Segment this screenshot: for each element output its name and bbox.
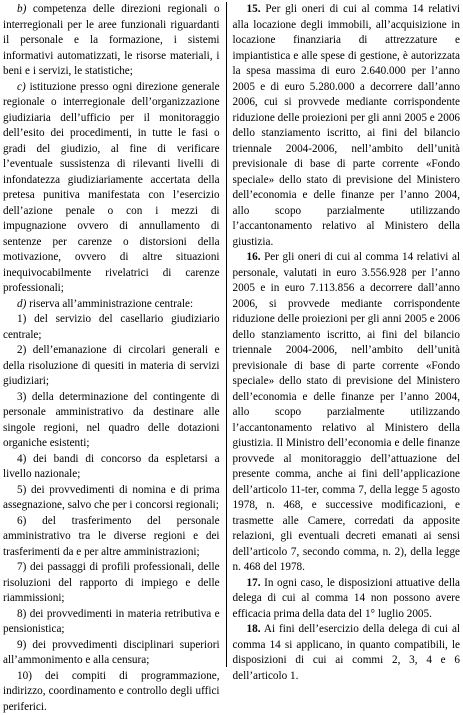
letter-b: b) [17,3,26,15]
list-item: 7) dei passaggi di profili professionali, delle risoluzioni del rapporto di impiego e delle riammissioni; [3,560,220,607]
paragraph-d [3,297,220,313]
column-divider [226,2,227,667]
paragraph-c [3,80,220,297]
text-b: competenza delle direzioni regionali o interregionali per le aree funzionali riguardanti il personale e la formazione, i sistemi informativi automatizzati, le risorse materiali, i beni e i servizi, le statistiche; [3,3,220,77]
text-c: istituzione presso ogni direzione generale regionale o interregionale dell’organizzazione giudiziaria dell’ufficio per il monitoraggio dell’esito dei procedimenti, in tutte le fasi o gradi del giudizio, al fine di verificare l’eventuale sussistenza di rilevanti livelli di infondatezza giudiziariamente accertata della pretesa punitiva manifestata con l’esercizio dell’azione penale o con i mezzi di impugnazione ovvero di annullamento di sentenze per carenze o distorsioni della motivazione, ovvero di altre situazioni inequivocabilmente rivelatrici di carenze professionali; [3,81,220,295]
right-column [229,2,460,667]
paragraph-b [3,2,220,80]
comma-number-15: 15. [247,3,261,15]
list-item: 2) dell’emanazione di circolari generali e della risoluzione di quesiti in materia di servizi giudiziari; [3,343,220,390]
paragraph-17 [233,576,460,623]
list-item: 8) dei provvedimenti in materia retributiva e pensionistica; [3,607,220,638]
comma-number-17: 17. [247,577,261,589]
list-item: 6) del trasferimento del personale amministrativo tra le diverse regioni e dei trasferimenti da e per altre amministrazioni; [3,514,220,561]
comma-number-18: 18. [247,623,261,635]
left-column [3,2,224,667]
comma-text-16: Per gli oneri di cui al comma 14 relativi al personale, valutati in euro 3.556.928 per l’anno 2005 e in euro 7.113.856 a decorrere dall’anno 2006, si provvede mediante corrispondente riduzione delle proiezioni per gli anni 2005 e 2006 dello stanziamento iscritto, ai fini del bilancio triennale 2004-2006, nell’ambito dell’unità previsionale di base di parte corrente «Fondo speciale» dello stato di previsione del Ministero dell’economia e delle finanze per l’anno 2004, allo scopo parzialmente utilizzando l’accantonamento relativo al Ministero della giustizia. Il Ministro dell’economia e delle finanze provvede al monitoraggio dell’attuazione del presente comma, anche ai fini dell’applicazione dell’articolo 11-ter, comma 7, della legge 5 agosto 1978, n. 468, e successive modificazioni, e trasmette alle Camere, corredati da apposite relazioni, gli eventuali decreti emanati ai sensi dell’articolo 7, secondo comma, n. 2), della legge n. 468 del 1978. [233,251,460,573]
list-item: 5) dei provvedimenti di nomina e di prima assegnazione, salvo che per i concorsi regionali; [3,483,220,514]
list-item: 9) dei provvedimenti disciplinari superiori all’ammonimento e alla censura; [3,638,220,669]
list-item: 1) del servizio del casellario giudiziario centrale; [3,312,220,343]
list-item: 4) dei bandi di concorso da espletarsi a livello nazionale; [3,452,220,483]
list-item: 3) della determinazione del contingente di personale amministrativo da destinare alle singole regioni, nel quadro delle dotazioni organiche esistenti; [3,390,220,452]
letter-d: d) [17,298,26,310]
comma-text-18: Ai fini dell’esercizio della delega di cui al comma 14 si applicano, in quanto compatibili, le disposizioni di cui ai commi 2, 3, 4 e 6 dell’articolo 1. [233,623,460,682]
list-item: 10) dei compiti di programmazione, indirizzo, coordinamento e controllo degli uffici periferici. [3,669,220,715]
letter-c: c) [17,81,26,93]
comma-text-17: In ogni caso, le disposizioni attuative della delega di cui al comma 14 non possono avere efficacia prima della data del 1° luglio 2005. [233,577,460,620]
paragraph-18 [233,622,460,684]
comma-text-15: Per gli oneri di cui al comma 14 relativi alla locazione degli immobili, all’acquisizione in locazione finanziaria di attrezzature e impiantistica e alle spese di gestione, è autorizzata la spesa massima di euro 2.640.000 per l’anno 2005 e di euro 5.280.000 a decorrere dall’anno 2006, cui si provvede mediante corrispondente riduzione delle proiezioni per gli anni 2005 e 2006 dello stanziamento iscritto, ai fini del bilancio triennale 2004-2006, nell’ambito dell’unità previsionale di base di parte corrente «Fondo speciale» dello stato di previsione del Ministero dell’economia e delle finanze per l’anno 2004, allo scopo parzialmente utilizzando l’accantonamento relativo al Ministero della giustizia. [233,3,460,248]
text-d: riserva all’amministrazione centrale: [29,298,193,310]
paragraph-15 [233,2,460,250]
comma-number-16: 16. [247,251,261,263]
paragraph-16 [233,250,460,576]
